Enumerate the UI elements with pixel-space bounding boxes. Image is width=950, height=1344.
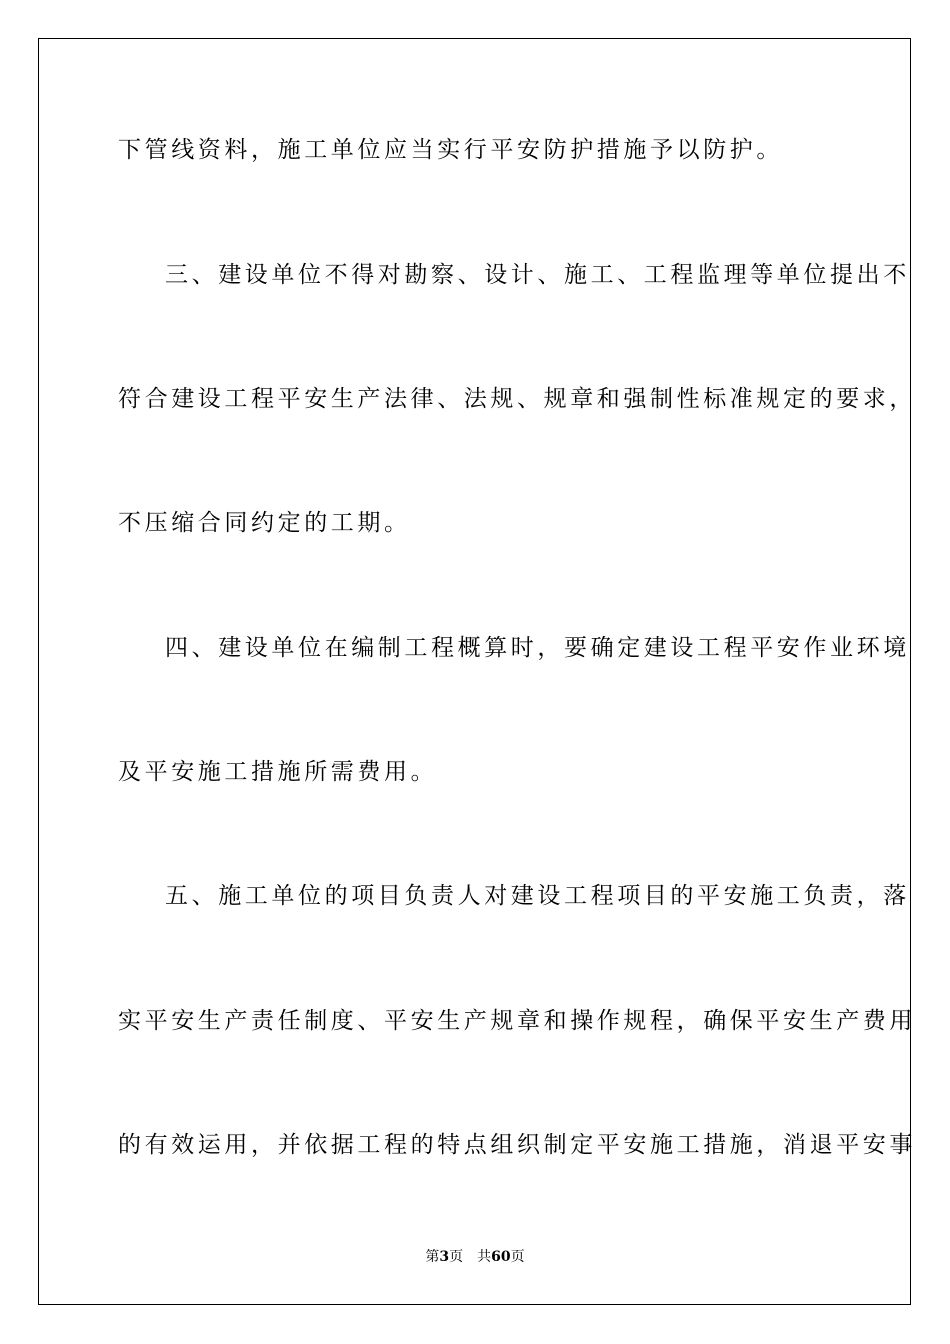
text-line-6: 及平安施工措施所需费用。 (118, 759, 438, 785)
total-prefix: 共 (477, 1249, 492, 1265)
text-line-9: 的有效运用，并依据工程的特点组织制定平安施工措施，消退平安事 (118, 1132, 916, 1158)
total-pages: 60 (491, 1249, 511, 1265)
page-border (38, 38, 916, 1305)
text-line-2: 三、建设单位不得对勘察、设计、施工、工程监理等单位提出不 (165, 262, 910, 288)
text-line-3: 符合建设工程平安生产法律、法规、规章和强制性标准规定的要求， (118, 386, 916, 412)
page-number: 3 (439, 1249, 450, 1265)
page-prefix: 第 (425, 1249, 440, 1265)
text-line-1: 下管线资料，施工单位应当实行平安防护措施予以防护。 (118, 137, 783, 163)
text-line-7: 五、施工单位的项目负责人对建设工程项目的平安施工负责，落 (165, 883, 910, 909)
page-suffix: 页 (449, 1249, 464, 1265)
total-suffix: 页 (510, 1249, 525, 1265)
text-line-4: 不压缩合同约定的工期。 (118, 510, 411, 536)
text-line-5: 四、建设单位在编制工程概算时，要确定建设工程平安作业环境 (165, 635, 910, 661)
page-footer (0, 1248, 950, 1266)
text-line-8: 实平安生产责任制度、平安生产规章和操作规程，确保平安生产费用 (118, 1008, 916, 1034)
